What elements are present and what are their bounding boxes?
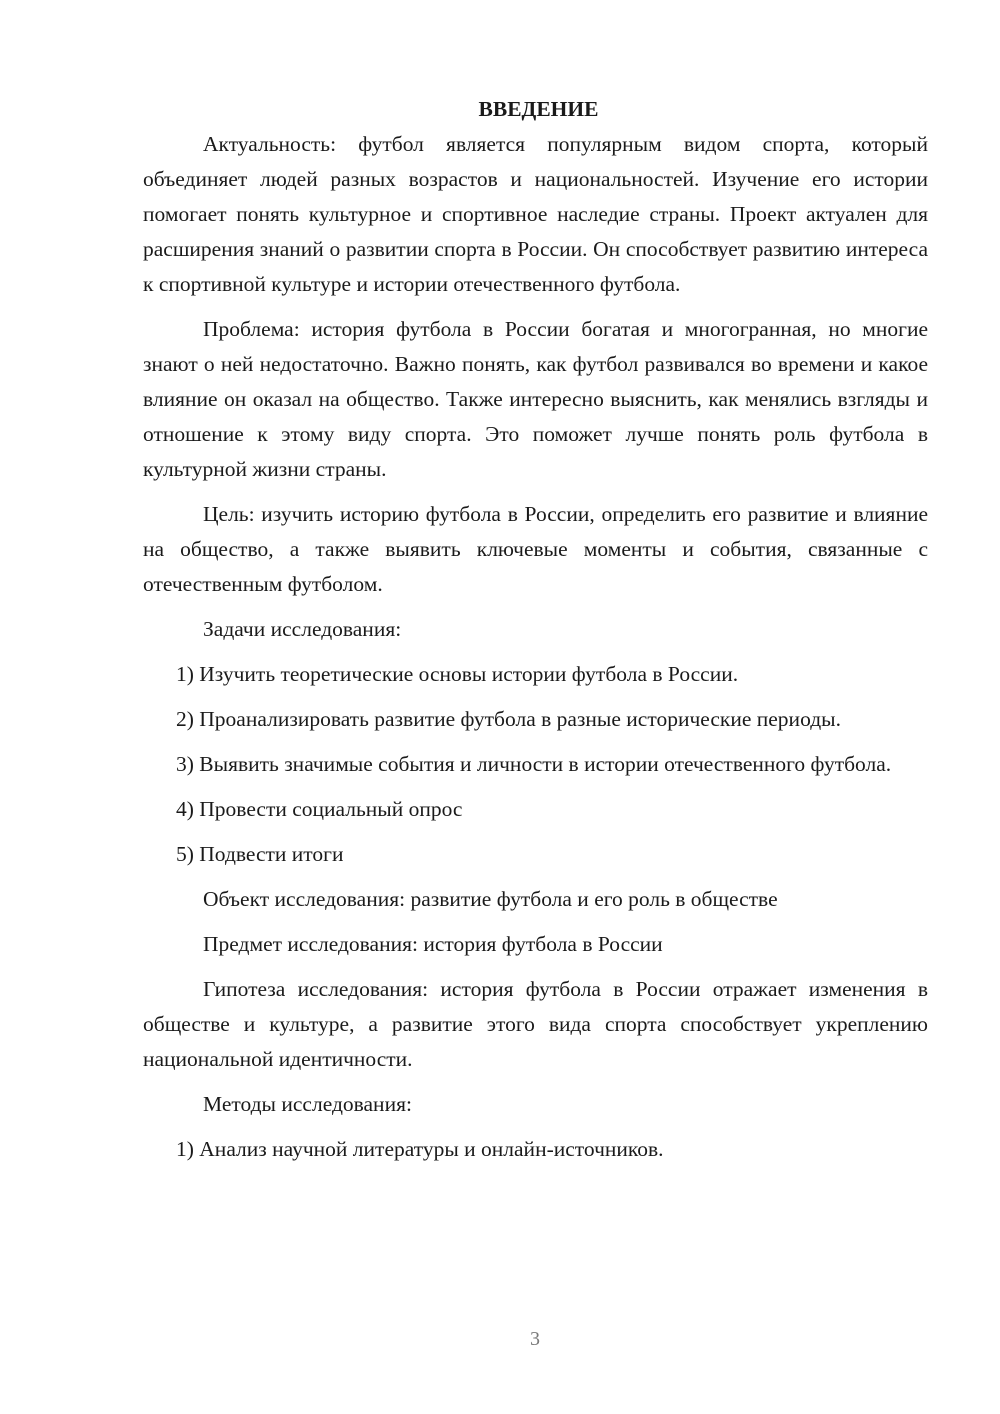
methods-heading: Методы исследования: bbox=[203, 1092, 412, 1116]
task-item-5: 5) Подвести итоги bbox=[176, 842, 344, 866]
task-item-2: 2) Проанализировать развитие футбола в разные исторические периоды. bbox=[176, 707, 841, 731]
subject-paragraph: Предмет исследования: история футбола в России bbox=[203, 932, 663, 956]
page-number: 3 bbox=[530, 1328, 540, 1350]
task-item-4: 4) Провести социальный опрос bbox=[176, 797, 463, 821]
section-title: ВВЕДЕНИЕ bbox=[478, 97, 599, 121]
object-paragraph: Объект исследования: развитие футбола и его роль в обществе bbox=[203, 887, 778, 911]
relevance-paragraph: Актуальность: футбол является популярным видом спорта, который объединяет людей разных возрастов и национальностей. Изучение его истории помогает понять культурное и спортивное наследие страны. Проект актуален для расширения знаний о развитии спорта в России. Он способствует развитию интереса к спортивной культуре и истории отечественного футбола. bbox=[143, 132, 928, 296]
task-item-3: 3) Выявить значимые события и личности в истории отечественного футбола. bbox=[176, 752, 892, 776]
task-item-1: 1) Изучить теоретические основы истории футбола в России. bbox=[176, 662, 739, 686]
tasks-heading: Задачи исследования: bbox=[203, 617, 402, 641]
goal-paragraph: Цель: изучить историю футбола в России, определить его развитие и влияние на общество, а также выявить ключевые моменты и события, связанные с отечественным футболом. bbox=[143, 502, 928, 596]
method-item-1: 1) Анализ научной литературы и онлайн-источников. bbox=[176, 1137, 664, 1161]
problem-paragraph: Проблема: история футбола в России богатая и многогранная, но многие знают о ней недостаточно. Важно понять, как футбол развивался во времени и какое влияние он оказал на общество. Также интересно выяснить, как менялись взгляды и отношение к этому виду спорта. Это поможет лучше понять роль футбола в культурной жизни страны. bbox=[143, 317, 928, 481]
page-content bbox=[143, 92, 928, 1167]
hypothesis-paragraph: Гипотеза исследования: история футбола в России отражает изменения в обществе и культуре, а развитие этого вида спорта способствует укреплению национальной идентичности. bbox=[143, 977, 928, 1071]
